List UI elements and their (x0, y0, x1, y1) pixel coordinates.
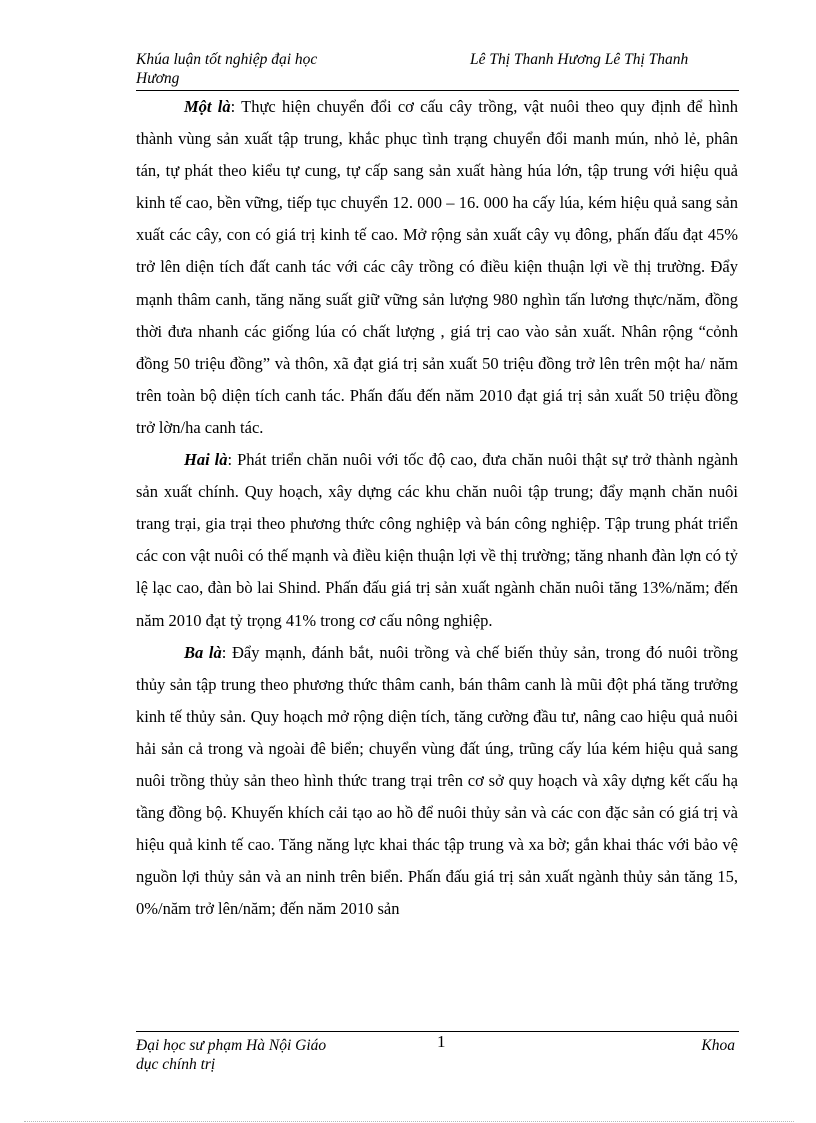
paragraph-one (136, 91, 738, 444)
paragraph-three-lead: Ba là (184, 642, 222, 662)
paragraph-three-text: : Đẩy mạnh, đánh bắt, nuôi trồng và chế biến thủy sản, trong đó nuôi trồng thủy sản tập trung theo phương thức thâm canh, bán thâm canh là mũi đột phá tăng trưởng kinh tế thủy sản. Quy hoạch mở rộng diện tích, tăng cường đầu tư, nâng cao hiệu quả nuôi hải sản cả trong và ngoài đê biển; chuyển vùng đất úng, trũng cấy lúa kém hiệu quả sang nuôi trồng thủy sản theo hình thức trang trại trên cơ sở quy hoạch và xây dựng kết cấu hạ tầng đồng bộ. Khuyến khích cải tạo ao hồ để nuôi thủy sản và các con đặc sản có giá trị và hiệu quả kinh tế cao. Tăng năng lực khai thác tập trung và xa bờ; gắn khai thác với bảo vệ nguồn lợi thủy sản và an ninh trên biển. Phấn đấu giá trị sản xuất ngành thủy sản tăng 15, 0%/năm trở lên/năm; đến năm 2010 sản (136, 642, 738, 919)
page-number: 1 (437, 1032, 446, 1051)
header-left-text: Khúa luận tốt nghiệp đại học Hương (136, 51, 318, 87)
paragraph-two-text: : Phát triển chăn nuôi với tốc độ cao, đưa chăn nuôi thật sự trở thành ngành sản xuất chính. Quy hoạch, xây dựng các khu chăn nuôi tập trung; đẩy mạnh chăn nuôi trang trại, gia trại theo phương thức công nghiệp và bán công nghiệp. Tập trung phát triển các con vật nuôi có thế mạnh và điều kiện thuận lợi về thị trường; tăng nhanh đàn lợn có tỷ lệ lạc cao, đàn bò lai Shind. Phấn đấu giá trị sản xuất ngành chăn nuôi tăng 13%/năm; đến năm 2010 đạt tỷ trọng 41% trong cơ cấu nông nghiệp. (136, 450, 738, 630)
header-right-text: Lê Thị Thanh Hương Lê Thị Thanh (470, 51, 689, 68)
page-bottom-dotted-line (24, 1121, 794, 1122)
document-body (136, 91, 738, 925)
paragraph-two-lead: Hai là (184, 450, 228, 470)
footer-right-text: Khoa (701, 1037, 735, 1054)
paragraph-one-text: : Thực hiện chuyển đổi cơ cấu cây trồng, vật nuôi theo quy định để hình thành vùng sản xuất tập trung, khắc phục tình trạng chuyển đổi manh mún, nhỏ lẻ, phân tán, tự phát theo kiểu tự cung, tự cấp sang sản xuất hàng húa lớn, tập trung với hiệu quả kinh tế cao, bền vững, tiếp tục chuyển 12. 000 – 16. 000 ha cấy lúa, kém hiệu quả sang sản xuất các cây, con có giá trị kinh tế cao. Mở rộng sản xuất cây vụ đông, phấn đấu đạt 45% trở lên diện tích đất canh tác với các cây trồng có điều kiện thuận lợi về thị trường. Đẩy mạnh thâm canh, tăng năng suất giữ vững sản lượng 980 nghìn tấn lương thực/năm, đồng thời đưa nhanh các giống lúa có chất lượng , giá trị cao vào sản xuất. Nhân rộng “cỏnh đồng 50 triệu đồng” và thôn, xã đạt giá trị sản xuất 50 triệu đồng trở lên trên một ha/ năm trên toàn bộ diện tích canh tác. Phấn đấu đến năm 2010 đạt giá trị sản xuất 50 triệu đồng trở lờn/ha canh tác. (136, 97, 738, 437)
paragraph-two (136, 444, 738, 637)
paragraph-three (136, 637, 738, 926)
paragraph-one-lead: Một là (184, 97, 231, 116)
footer-left-text: Đại học sư phạm Hà Nội Giáo dục chính trị (136, 1037, 327, 1073)
